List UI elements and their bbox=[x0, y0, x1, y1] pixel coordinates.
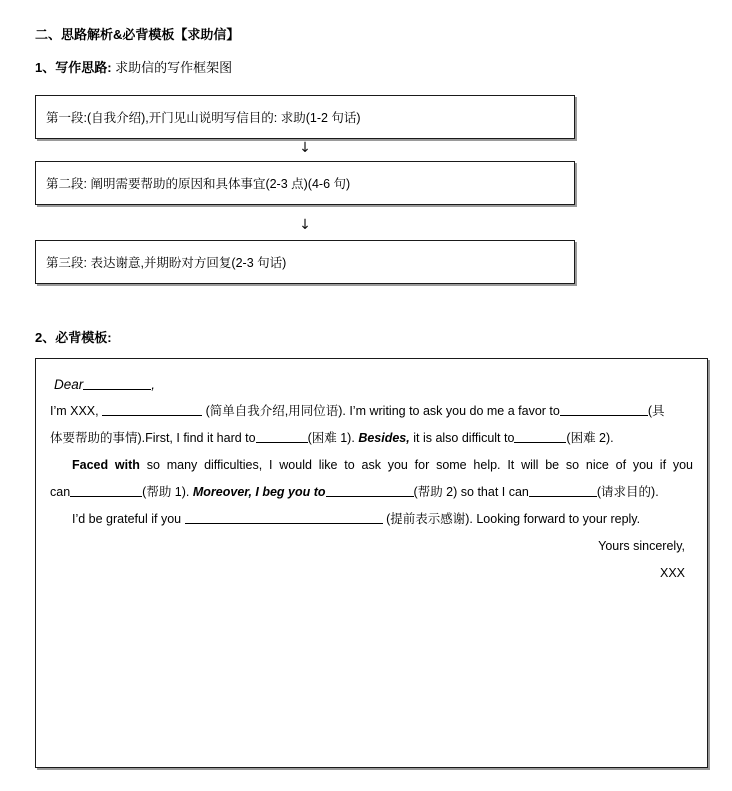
letter-connector-besides: Besides, bbox=[358, 431, 410, 445]
flowchart-box-paragraph-3 bbox=[35, 240, 575, 284]
purpose-blank bbox=[529, 483, 597, 497]
letter-connector-moreover: Moreover, I beg you to bbox=[192, 485, 326, 499]
subheading-writing-approach-number: 1、写作思路: bbox=[35, 60, 112, 75]
flowchart-arrow-down-icon-2: ↓ bbox=[299, 217, 311, 233]
flowchart-box-paragraph-1-text: 第一段:(自我介绍),开门见山说明写信目的: 求助(1-2 句话) bbox=[46, 111, 361, 125]
letter-line-1-a: I’m XXX, bbox=[50, 404, 99, 418]
letter-line-3-text: so many difficulties, I would like to ask you for some help. It will be so nice of you if you bbox=[146, 458, 693, 472]
subheading-writing-approach bbox=[35, 57, 232, 76]
letter-salutation-line bbox=[50, 371, 693, 398]
gratitude-blank bbox=[185, 510, 383, 524]
letter-line-4-a: can bbox=[50, 485, 71, 499]
page-title: 二、思路解析&必背模板【求助信】 bbox=[35, 27, 240, 42]
letter-line-4-d: (请求目的). bbox=[596, 485, 659, 499]
letter-connector-faced-with: Faced with bbox=[72, 458, 140, 472]
self-intro-blank bbox=[102, 402, 202, 416]
subheading-must-memorize-template: 2、必背模板: bbox=[35, 330, 112, 345]
flowchart-box-paragraph-2-text: 第二段: 阐明需要帮助的原因和具体事宜(2-3 点)(4-6 句) bbox=[46, 177, 351, 191]
letter-line-1-c: (具 bbox=[647, 404, 665, 418]
letter-salutation: Dear bbox=[54, 377, 84, 392]
letter-line-5 bbox=[50, 506, 693, 533]
letter-line-5-b: (提前表示感谢). Looking forward to your reply. bbox=[386, 512, 641, 526]
flowchart-arrow-down-icon-1: ↓ bbox=[299, 140, 311, 156]
letter-line-1 bbox=[50, 398, 693, 425]
flowchart-box-paragraph-3-text: 第三段: 表达谢意,并期盼对方回复(2-3 句话) bbox=[46, 256, 287, 270]
letter-signature: XXX bbox=[659, 566, 685, 580]
letter-line-2 bbox=[50, 425, 693, 452]
letter-line-2-d: (困难 2). bbox=[566, 431, 614, 445]
letter-line-5-a: I’d be grateful if you bbox=[72, 512, 182, 526]
letter-line-2-b: (困难 1). bbox=[307, 431, 355, 445]
letter-closing: Yours sincerely, bbox=[598, 539, 685, 553]
subheading-writing-approach-text: 求助信的写作框架图 bbox=[111, 60, 233, 75]
letter-line-4 bbox=[50, 479, 693, 506]
letter-line-2-c: it is also difficult to bbox=[413, 431, 515, 445]
favor-blank bbox=[560, 402, 648, 416]
letter-line-2-a: 体要帮助的事情).First, I find it hard to bbox=[50, 431, 256, 445]
template-letter-body bbox=[50, 371, 693, 587]
letter-salutation-comma: , bbox=[151, 377, 156, 392]
help-1-blank bbox=[70, 483, 142, 497]
letter-line-4-b: (帮助 1). bbox=[142, 485, 190, 499]
difficulty-1-blank bbox=[256, 429, 308, 443]
difficulty-2-blank bbox=[514, 429, 566, 443]
template-letter-box bbox=[35, 358, 708, 768]
letter-line-1-b: (简单自我介绍,用同位语). I’m writing to ask you do me a favor to bbox=[205, 404, 560, 418]
help-2-blank bbox=[326, 483, 414, 497]
flowchart-box-paragraph-2 bbox=[35, 161, 575, 205]
letter-line-4-c: (帮助 2) so that I can bbox=[413, 485, 529, 499]
flowchart-box-paragraph-1 bbox=[35, 95, 575, 139]
letter-line-3 bbox=[50, 452, 693, 479]
salutation-blank bbox=[83, 376, 151, 390]
